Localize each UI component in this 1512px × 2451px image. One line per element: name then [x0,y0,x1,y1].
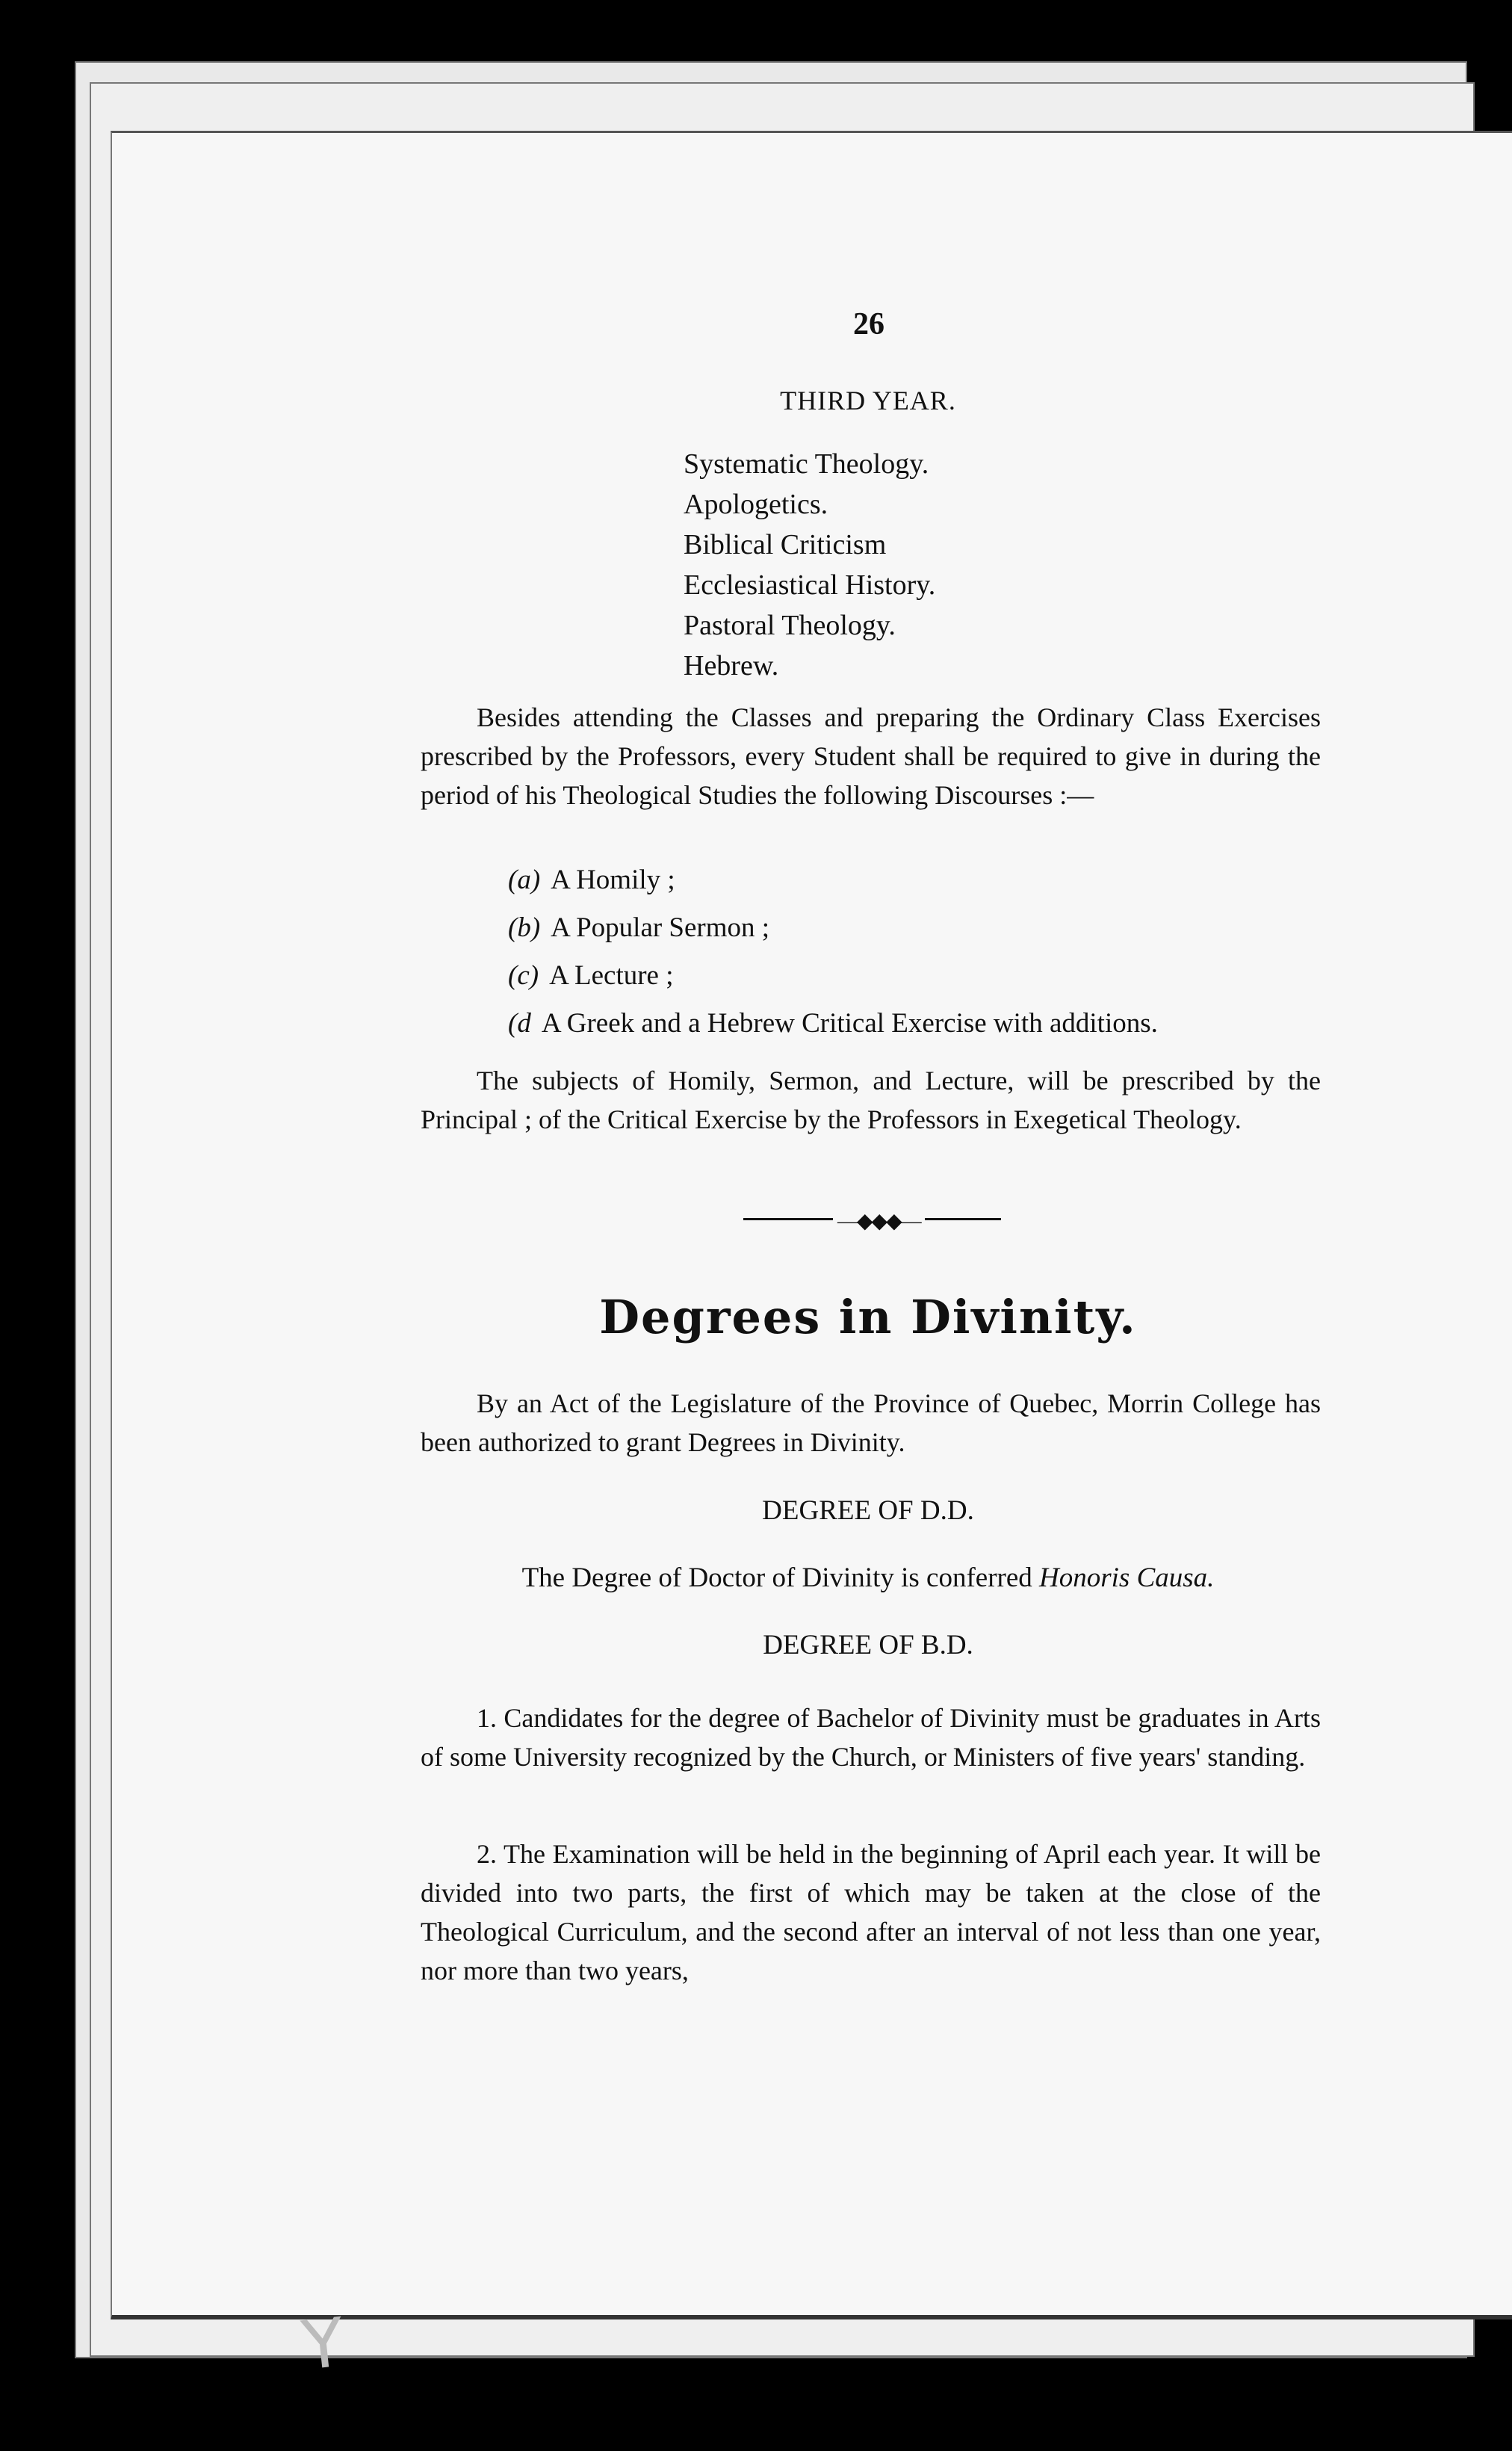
dd-text [0,1562,1512,1594]
discourse-text: A Popular Sermon ; [551,912,770,943]
bd-item-1: 1. Candidates for the degree of Bachelor of Divinity must be graduates in Arts of some University recognized by the Church, or Ministers of five years' standing. [421,1703,1321,1772]
discourse-text: A Homily ; [551,865,675,895]
discourse-mark: (d [508,1008,531,1039]
discourse-item [508,952,1158,1000]
subject-item: Pastoral Theology. [684,610,896,641]
subject-item: Biblical Criticism [684,529,887,560]
subject-item: Ecclesiastical History. [684,569,936,601]
discourse-item [508,856,1158,904]
subject-item: Hebrew. [684,650,779,681]
discourse-mark: (a) [508,865,541,895]
discourses-intro-paragraph: Besides attending the Classes and preparing the Ordinary Class Exercises prescribed by the Professors, every Student shall be required to give in during the period of his Theological Studies the following Discourses :— [421,702,1321,810]
subjects-paragraph: The subjects of Homily, Sermon, and Lecture, will be prescribed by the Principal ; of the Critical Exercise by the Professors in Exegetical Theology. [421,1066,1321,1134]
divider-ornament: —◆◆◆— [833,1208,925,1234]
discourse-item [508,1000,1158,1048]
dd-text-italic: Honoris Causa. [1039,1563,1215,1593]
third-year-heading: THIRD YEAR. [780,386,956,415]
page-number: 26 [853,307,884,341]
margin-mark: Y [298,2303,348,2386]
discourse-list [508,856,1158,1048]
degrees-title: Degrees in Divinity. [599,1290,1137,1344]
bd-heading: DEGREE OF B.D. [763,1630,973,1660]
discourse-text: A Greek and a Hebrew Critical Exercise with additions. [541,1008,1158,1039]
discourse-item [508,904,1158,952]
discourse-mark: (c) [508,960,539,991]
discourse-mark: (b) [508,912,541,943]
subject-item: Apologetics. [684,489,828,520]
bd-item-2: 2. The Examination will be held in the beginning of April each year. It will be divided into two parts, the first of which may be taken at the close of the Theological Curriculum, and the second after an interval of not less than one year, nor more than two years, [421,1839,1321,1985]
subject-item: Systematic Theology. [684,448,929,480]
subject-list [684,444,935,686]
degrees-intro: By an Act of the Legislature of the Province of Quebec, Morrin College has been authorized to grant Degrees in Divinity. [421,1388,1321,1457]
dd-heading: DEGREE OF D.D. [762,1495,974,1526]
dd-text-main: The Degree of Doctor of Divinity is conferred [521,1563,1032,1593]
discourse-text: A Lecture ; [549,960,674,991]
